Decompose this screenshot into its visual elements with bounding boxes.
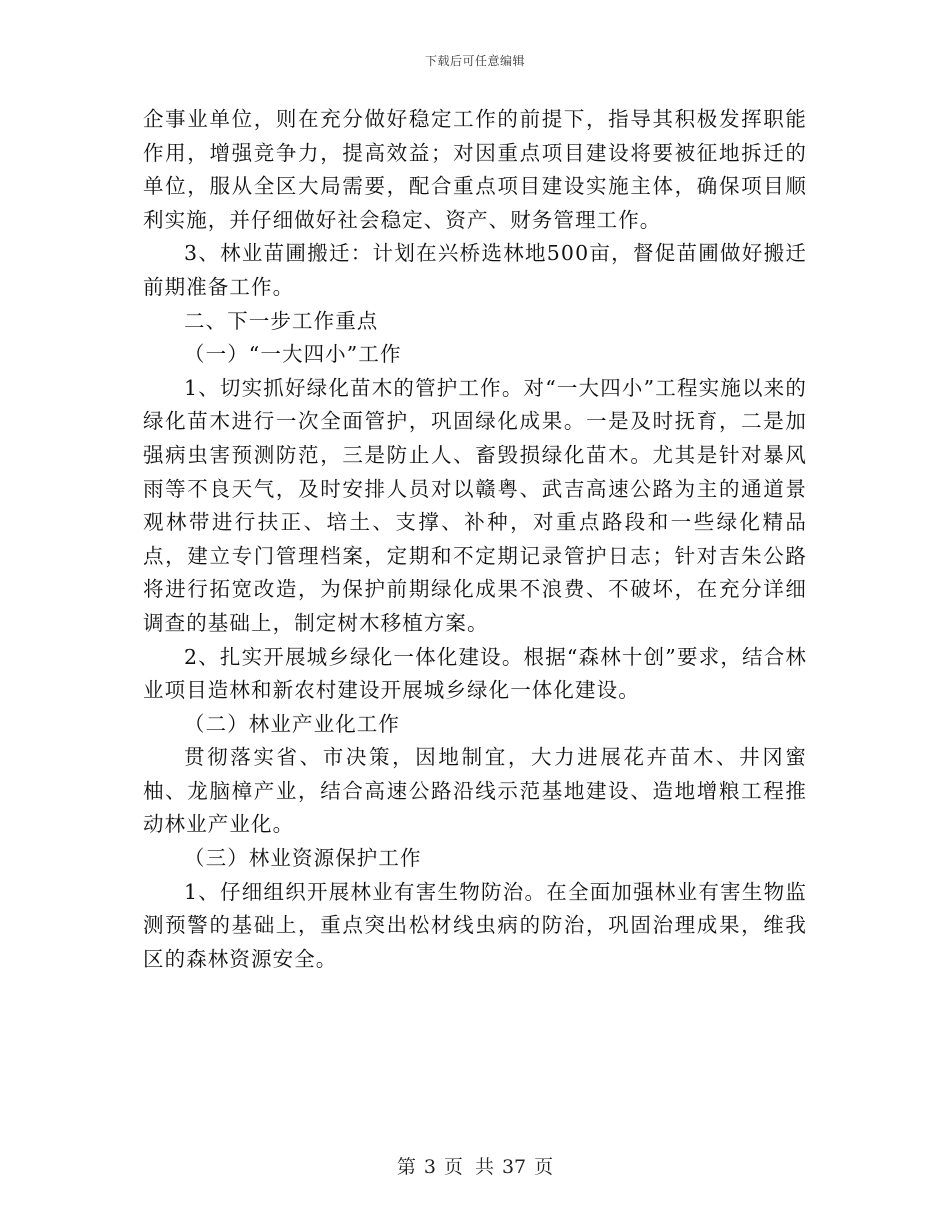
footer-prefix: 第	[396, 1156, 416, 1178]
paragraph-1: 企事业单位，则在充分做好稳定工作的前提下，指导其积极发挥职能作用，增强竞争力，提高效益；对因重点项目建设将要被征地拆迁的单位，服从全区大局需要，配合重点项目建设实施主体，确保项目顺利实施，并仔细做好社会稳定、资产、财务管理工作。	[143, 107, 807, 232]
footer-suffix: 页	[534, 1156, 554, 1178]
page-footer	[0, 1152, 950, 1179]
total-pages: 37	[501, 1156, 527, 1178]
subsection-heading-1: （一）“一大四小”工作	[184, 342, 402, 367]
page-header	[0, 52, 950, 69]
page-number: 3	[423, 1156, 436, 1178]
subsection-heading-3: （三）林业资源保护工作	[184, 846, 422, 871]
paragraph-3: 1、切实抓好绿化苗木的管护工作。对“一大四小”工程实施以来的绿化苗木进行一次全面管护，巩固绿化成果。一是及时抚育，二是加强病虫害预测防范，三是防止人、畜毁损绿化苗木。尤其是针对暴风雨等不良天气，及时安排人员对以赣粤、武吉高速公路为主的通道景观林带进行扶正、培土、支撑、补种，对重点路段和一些绿化精品点，建立专门管理档案，定期和不定期记录管护日志；针对吉朱公路将进行拓宽改造，为保护前期绿化成果不浪费、不破坏，在充分详细调查的基础上，制定树木移植方案。	[143, 375, 807, 635]
paragraph-2: 3、林业苗圃搬迁：计划在兴桥选林地500亩，督促苗圃做好搬迁前期准备工作。	[143, 241, 807, 299]
subsection-heading-2: （二）林业产业化工作	[184, 711, 400, 736]
footer-middle: 页 共	[443, 1156, 494, 1178]
document-body	[143, 103, 807, 976]
paragraph-4: 2、扎实开展城乡绿化一体化建设。根据“森林十创”要求，结合林业项目造林和新农村建设开展城乡绿化一体化建设。	[143, 644, 807, 703]
header-text: 下载后可任意编辑	[424, 54, 525, 68]
paragraph-5: 贯彻落实省、市决策，因地制宜，大力进展花卉苗木、井冈蜜柚、龙脑樟产业，结合高速公路沿线示范基地建设、造地增粮工程推动林业产业化。	[143, 745, 807, 837]
paragraph-6: 1、仔细组织开展林业有害生物防治。在全面加强林业有害生物监测预警的基础上，重点突出松材线虫病的防治，巩固治理成果，维我区的森林资源安全。	[143, 879, 807, 971]
section-heading-2: 二、下一步工作重点	[184, 308, 379, 333]
